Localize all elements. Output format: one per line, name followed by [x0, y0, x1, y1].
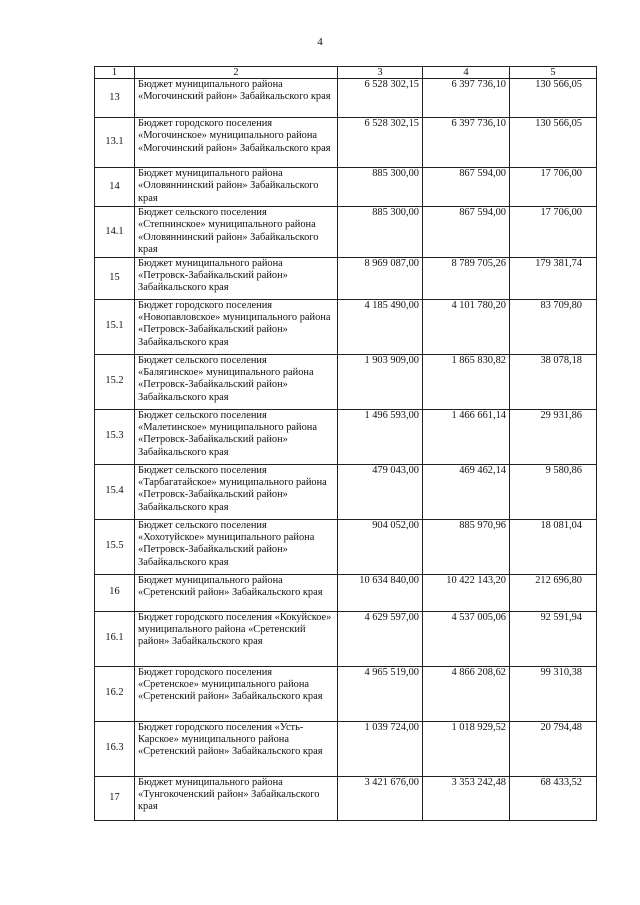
- row-value-col5: 83 709,80: [510, 299, 597, 354]
- row-value-col5: 20 794,48: [510, 721, 597, 776]
- row-budget-name: Бюджет сельского поселения «Степнинское» муниципального района «Оловяннинский район» Забайкальского края: [135, 207, 338, 258]
- row-value-col4: 1 865 830,82: [423, 354, 510, 409]
- header-cell-2: 2: [135, 67, 338, 79]
- row-budget-name: Бюджет городского поселения «Усть-Карское» муниципального района «Сретенский район» Забайкальского края: [135, 721, 338, 776]
- table-row: [95, 464, 597, 519]
- row-value-col3: 4 185 490,00: [338, 299, 423, 354]
- row-number: 13: [95, 79, 135, 118]
- header-cell-1: 1: [95, 67, 135, 79]
- row-value-col3: 885 300,00: [338, 207, 423, 258]
- row-value-col5: 29 931,86: [510, 409, 597, 464]
- row-value-col4: 867 594,00: [423, 168, 510, 207]
- header-row: [95, 67, 597, 79]
- row-value-col3: 1 903 909,00: [338, 354, 423, 409]
- header-cell-4: 4: [423, 67, 510, 79]
- table-row: [95, 409, 597, 464]
- row-value-col3: 8 969 087,00: [338, 257, 423, 299]
- row-value-col5: 18 081,04: [510, 519, 597, 574]
- row-value-col4: 10 422 143,20: [423, 574, 510, 611]
- table-row: [95, 118, 597, 168]
- row-number: 13.1: [95, 118, 135, 168]
- row-value-col4: 1 466 661,14: [423, 409, 510, 464]
- row-number: 16.2: [95, 666, 135, 721]
- table-row: [95, 354, 597, 409]
- table-row: [95, 776, 597, 820]
- row-budget-name: Бюджет муниципального района «Тунгокоченский район» Забайкальского края: [135, 776, 338, 820]
- header-cell-5: 5: [510, 67, 597, 79]
- table-row: [95, 611, 597, 666]
- row-value-col3: 6 528 302,15: [338, 118, 423, 168]
- row-budget-name: Бюджет муниципального района «Петровск-Забайкальский район» Забайкальского края: [135, 257, 338, 299]
- row-value-col5: 17 706,00: [510, 168, 597, 207]
- row-value-col5: 92 591,94: [510, 611, 597, 666]
- row-number: 15.4: [95, 464, 135, 519]
- row-budget-name: Бюджет муниципального района «Оловяннинский район» Забайкальского края: [135, 168, 338, 207]
- row-value-col5: 212 696,80: [510, 574, 597, 611]
- row-number: 15.3: [95, 409, 135, 464]
- row-value-col3: 479 043,00: [338, 464, 423, 519]
- row-value-col5: 17 706,00: [510, 207, 597, 258]
- row-number: 16.1: [95, 611, 135, 666]
- row-value-col5: 130 566,05: [510, 118, 597, 168]
- row-value-col3: 4 629 597,00: [338, 611, 423, 666]
- row-number: 14: [95, 168, 135, 207]
- header-cell-3: 3: [338, 67, 423, 79]
- row-value-col5: 9 580,86: [510, 464, 597, 519]
- row-value-col5: 99 310,38: [510, 666, 597, 721]
- row-value-col4: 4 537 005,06: [423, 611, 510, 666]
- row-value-col3: 1 039 724,00: [338, 721, 423, 776]
- page-number: 4: [317, 36, 323, 48]
- table-row: [95, 721, 597, 776]
- row-value-col5: 38 078,18: [510, 354, 597, 409]
- budget-table-body: [95, 67, 597, 821]
- table-row: [95, 79, 597, 118]
- row-value-col4: 3 353 242,48: [423, 776, 510, 820]
- row-number: 15.1: [95, 299, 135, 354]
- row-number: 16.3: [95, 721, 135, 776]
- row-number: 15.5: [95, 519, 135, 574]
- row-number: 15.2: [95, 354, 135, 409]
- row-budget-name: Бюджет городского поселения «Могочинское» муниципального района «Могочинский район» Забайкальского края: [135, 118, 338, 168]
- row-value-col3: 10 634 840,00: [338, 574, 423, 611]
- table-row: [95, 168, 597, 207]
- row-budget-name: Бюджет городского поселения «Новопавловское» муниципального района «Петровск-Забайкальский район» Забайкальского края: [135, 299, 338, 354]
- row-value-col4: 1 018 929,52: [423, 721, 510, 776]
- row-budget-name: Бюджет сельского поселения «Хохотуйское» муниципального района «Петровск-Забайкальский район» Забайкальского края: [135, 519, 338, 574]
- row-value-col4: 6 397 736,10: [423, 79, 510, 118]
- table-row: [95, 257, 597, 299]
- row-number: 15: [95, 257, 135, 299]
- row-value-col5: 68 433,52: [510, 776, 597, 820]
- row-value-col5: 179 381,74: [510, 257, 597, 299]
- row-value-col3: 3 421 676,00: [338, 776, 423, 820]
- table-row: [95, 574, 597, 611]
- table-row: [95, 299, 597, 354]
- row-budget-name: Бюджет сельского поселения «Малетинское» муниципального района «Петровск-Забайкальский район» Забайкальского края: [135, 409, 338, 464]
- row-value-col4: 4 866 208,62: [423, 666, 510, 721]
- row-budget-name: Бюджет городского поселения «Сретенское» муниципального района «Сретенский район» Забайкальского края: [135, 666, 338, 721]
- row-value-col4: 469 462,14: [423, 464, 510, 519]
- budget-table: [94, 66, 597, 821]
- table-row: [95, 207, 597, 258]
- row-value-col3: 885 300,00: [338, 168, 423, 207]
- row-number: 17: [95, 776, 135, 820]
- row-budget-name: Бюджет городского поселения «Кокуйское» муниципального района «Сретенский район» Забайкальского края: [135, 611, 338, 666]
- row-value-col4: 6 397 736,10: [423, 118, 510, 168]
- row-value-col4: 885 970,96: [423, 519, 510, 574]
- row-value-col3: 6 528 302,15: [338, 79, 423, 118]
- row-value-col3: 904 052,00: [338, 519, 423, 574]
- row-value-col5: 130 566,05: [510, 79, 597, 118]
- row-budget-name: Бюджет сельского поселения «Тарбагатайское» муниципального района «Петровск-Забайкальский район» Забайкальского края: [135, 464, 338, 519]
- table-row: [95, 666, 597, 721]
- row-budget-name: Бюджет сельского поселения «Балягинское» муниципального района «Петровск-Забайкальский район» Забайкальского края: [135, 354, 338, 409]
- row-value-col4: 8 789 705,26: [423, 257, 510, 299]
- row-number: 16: [95, 574, 135, 611]
- row-value-col3: 1 496 593,00: [338, 409, 423, 464]
- table-row: [95, 519, 597, 574]
- row-number: 14.1: [95, 207, 135, 258]
- row-budget-name: Бюджет муниципального района «Могочинский район» Забайкальского края: [135, 79, 338, 118]
- row-budget-name: Бюджет муниципального района «Сретенский район» Забайкальского края: [135, 574, 338, 611]
- row-value-col4: 867 594,00: [423, 207, 510, 258]
- row-value-col3: 4 965 519,00: [338, 666, 423, 721]
- row-value-col4: 4 101 780,20: [423, 299, 510, 354]
